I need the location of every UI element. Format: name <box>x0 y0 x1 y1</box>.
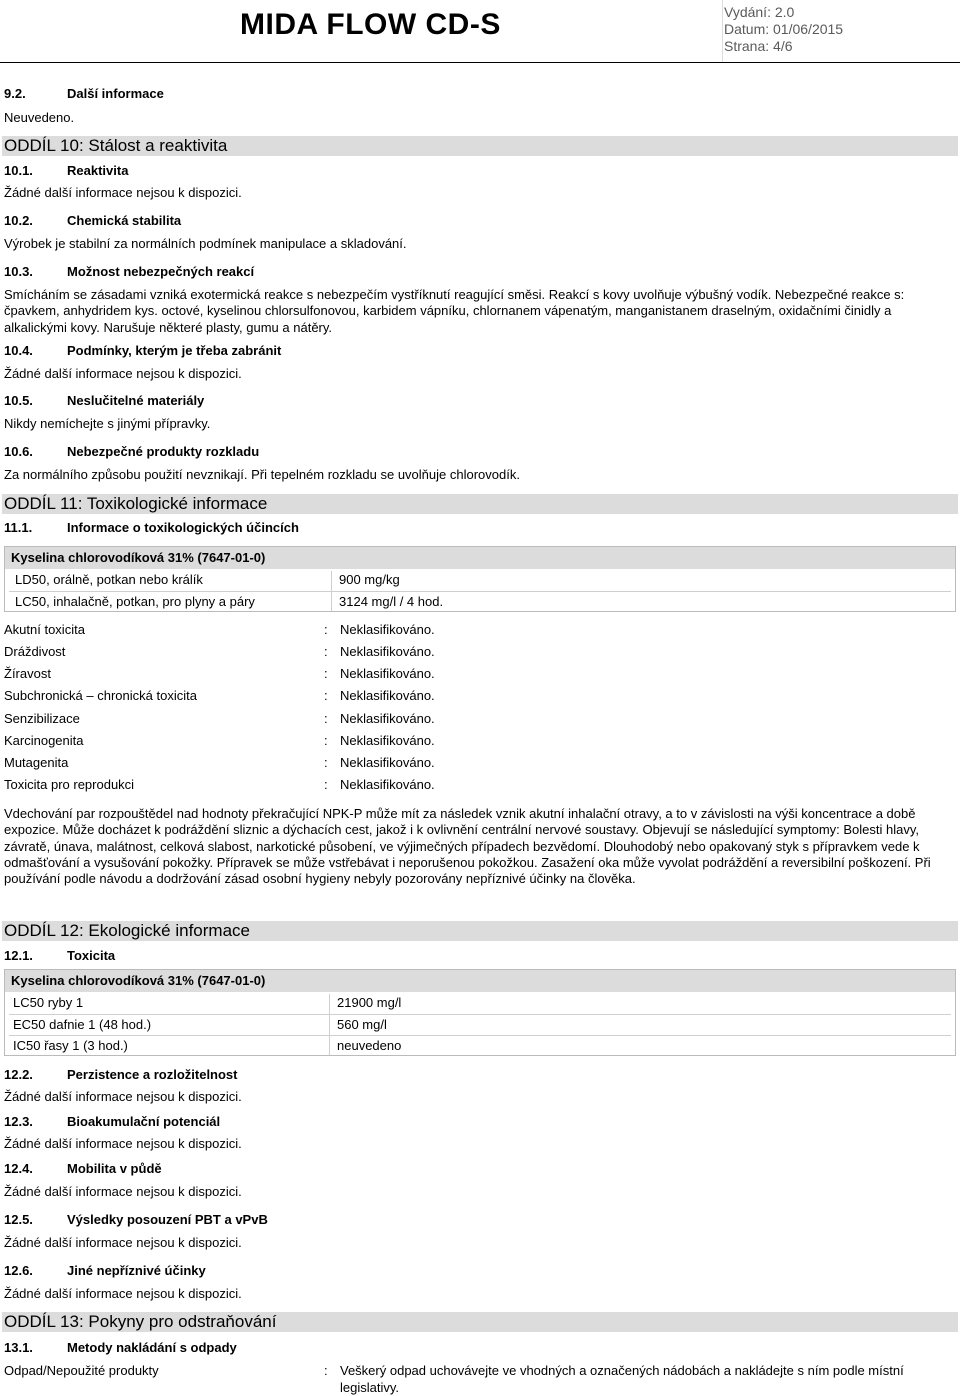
subsection-heading: 10.2. Chemická stabilita <box>4 213 182 228</box>
subsection-heading: 10.6. Nebezpečné produkty rozkladu <box>4 444 260 459</box>
table-column-divider <box>329 994 330 1055</box>
table-cell-value: 21900 mg/l <box>337 995 402 1010</box>
list-item: Senzibilizace <box>4 711 80 726</box>
subsection-text: Nikdy nemíchejte s jinými přípravky. <box>4 416 211 431</box>
table-cell-value: 900 mg/kg <box>339 572 400 587</box>
document-title: MIDA FLOW CD-S <box>240 8 501 41</box>
separator: : <box>324 622 328 637</box>
page-label: Strana: 4/6 <box>724 38 793 54</box>
subsection-text: Neuvedeno. <box>4 110 75 125</box>
table-cell-label: LD50, orálně, potkan nebo králík <box>15 572 203 587</box>
section-heading: ODDÍL 11: Toxikologické informace <box>2 494 958 514</box>
separator: : <box>324 777 328 792</box>
list-item: Akutní toxicita <box>4 622 85 637</box>
subsection-text: Žádné další informace nejsou k dispozici. <box>4 366 242 381</box>
table-cell-label: LC50 ryby 1 <box>13 995 84 1010</box>
subsection-heading: 9.2. Další informace <box>4 86 164 101</box>
table-column-divider <box>331 571 332 611</box>
subsection-text: Za normálního způsobu použití nevznikají. Při tepelném rozkladu se uvolňuje chlorovodík. <box>4 467 520 482</box>
subsection-heading: 10.1. Reaktivita <box>4 163 129 178</box>
issue-label: Vydání: 2.0 <box>724 4 795 20</box>
list-value: Neklasifikováno. <box>340 777 435 792</box>
header-meta <box>724 4 843 55</box>
table-header: Kyselina chlorovodíková 31% (7647-01-0) <box>5 970 955 992</box>
table-cell-label: EC50 dafnie 1 (48 hod.) <box>13 1017 152 1032</box>
subsection-text: Žádné další informace nejsou k dispozici. <box>4 185 242 200</box>
list-value: Neklasifikováno. <box>340 688 435 703</box>
separator: : <box>324 1363 328 1378</box>
table-cell-label: IC50 řasy 1 (3 hod.) <box>13 1038 128 1053</box>
list-value: Neklasifikováno. <box>340 711 435 726</box>
list-item: Dráždivost <box>4 644 66 659</box>
subsection-heading: 12.5. Výsledky posouzení PBT a vPvB <box>4 1212 268 1227</box>
list-item: Karcinogenita <box>4 733 84 748</box>
header-divider <box>722 0 723 62</box>
table-cell-value: neuvedeno <box>337 1038 402 1053</box>
separator: : <box>324 688 328 703</box>
header-rule <box>0 62 960 63</box>
section-heading: ODDÍL 13: Pokyny pro odstraňování <box>2 1312 958 1332</box>
subsection-heading: 12.4. Mobilita v půdě <box>4 1161 162 1176</box>
table-cell-value: 3124 mg/l / 4 hod. <box>339 594 444 609</box>
separator: : <box>324 733 328 748</box>
subsection-heading: 12.2. Perzistence a rozložitelnost <box>4 1067 238 1082</box>
subsection-heading: 12.6. Jiné nepříznivé účinky <box>4 1263 206 1278</box>
toxicity-table <box>4 546 956 612</box>
separator: : <box>324 755 328 770</box>
subsection-heading: 10.4. Podmínky, kterým je třeba zabránit <box>4 343 282 358</box>
subsection-text: Smícháním se zásadami vzniká exotermická reakce s nebezpečím vystříknutí reagující směsi. Reakcí s kovy uvolňuje výbušný vodík. Nebezpečné reakce s: čpavkem, anhydridem kys. octové, kyselinou chlorsulfonovou, karbidem vápníku, chlornanem vápenatým, manganistanem draselným, oxidačními činidly a alkalickými kovy. Narušuje některé plasty, gumu a nátěry. <box>4 287 905 335</box>
list-item: Toxicita pro reprodukci <box>4 777 135 792</box>
subsection-heading: 13.1. Metody nakládání s odpady <box>4 1340 237 1355</box>
section-heading: ODDÍL 12: Ekologické informace <box>2 921 958 941</box>
list-item: Žíravost <box>4 666 51 681</box>
separator: : <box>324 666 328 681</box>
table-header: Kyselina chlorovodíková 31% (7647-01-0) <box>5 547 955 569</box>
table-cell-value: 560 mg/l <box>337 1017 387 1032</box>
list-value: Neklasifikováno. <box>340 666 435 681</box>
list-item: Subchronická – chronická toxicita <box>4 688 197 703</box>
list-value: Neklasifikováno. <box>340 644 435 659</box>
list-value: Neklasifikováno. <box>340 733 435 748</box>
table-row-divider <box>9 1014 951 1015</box>
subsection-heading: 11.1. Informace o toxikologických účincích <box>4 520 299 535</box>
ecotoxicity-table <box>4 969 956 1056</box>
section-heading: ODDÍL 10: Stálost a reaktivita <box>2 136 958 156</box>
list-item: Mutagenita <box>4 755 69 770</box>
waste-label: Odpad/Nepoužité produkty <box>4 1363 159 1378</box>
subsection-text: Žádné další informace nejsou k dispozici. <box>4 1184 242 1199</box>
subsection-text: Žádné další informace nejsou k dispozici. <box>4 1286 242 1301</box>
subsection-heading: 10.5. Neslučitelné materiály <box>4 393 205 408</box>
toxicology-paragraph: Vdechování par rozpouštědel nad hodnoty překračující NPK-P může mít za následek vznik akutní inhalační otravy, a to v závislosti na výši koncentrace a době expozice. Může docházet k podráždění sliznic a dýchacích cest, jakož i k ovlivnění centrální nervové soustavy. Objevují se následující symptomy: Bolesti hlavy, závratě, únava, malátnost, celková slabost, narkotické působení, ve výjimečných případech bezvědomí. Dlouhodobý nebo opakovaný styk s přípravkem vede k odmašťování a vysušování pokožky. Přípravek se může vstřebávat i neporušenou pokožkou. Zasažení oka může vyvolat podráždění a reversibilní poškození. Při používání podle návodu a dodržování zásad osobní hygieny nebyly pozorovány nepříznivé účinky na člověka. <box>4 806 931 887</box>
list-value: Neklasifikováno. <box>340 755 435 770</box>
subsection-heading: 12.3. Bioakumulační potenciál <box>4 1114 221 1129</box>
separator: : <box>324 711 328 726</box>
date-label: Datum: 01/06/2015 <box>724 21 844 37</box>
subsection-text: Žádné další informace nejsou k dispozici. <box>4 1136 242 1151</box>
subsection-heading: 10.3. Možnost nebezpečných reakcí <box>4 264 255 279</box>
table-cell-label: LC50, inhalačně, potkan, pro plyny a páry <box>15 594 255 609</box>
waste-value: Veškerý odpad uchovávejte ve vhodných a označených nádobách a nakládejte s ním podle místní legislativy. <box>340 1363 904 1395</box>
subsection-text: Žádné další informace nejsou k dispozici. <box>4 1235 242 1250</box>
list-value: Neklasifikováno. <box>340 622 435 637</box>
table-row-divider <box>9 1035 951 1036</box>
subsection-heading: 12.1. Toxicita <box>4 948 116 963</box>
subsection-text: Výrobek je stabilní za normálních podmínek manipulace a skladování. <box>4 236 407 251</box>
table-row-divider <box>9 591 951 592</box>
separator: : <box>324 644 328 659</box>
subsection-text: Žádné další informace nejsou k dispozici. <box>4 1089 242 1104</box>
